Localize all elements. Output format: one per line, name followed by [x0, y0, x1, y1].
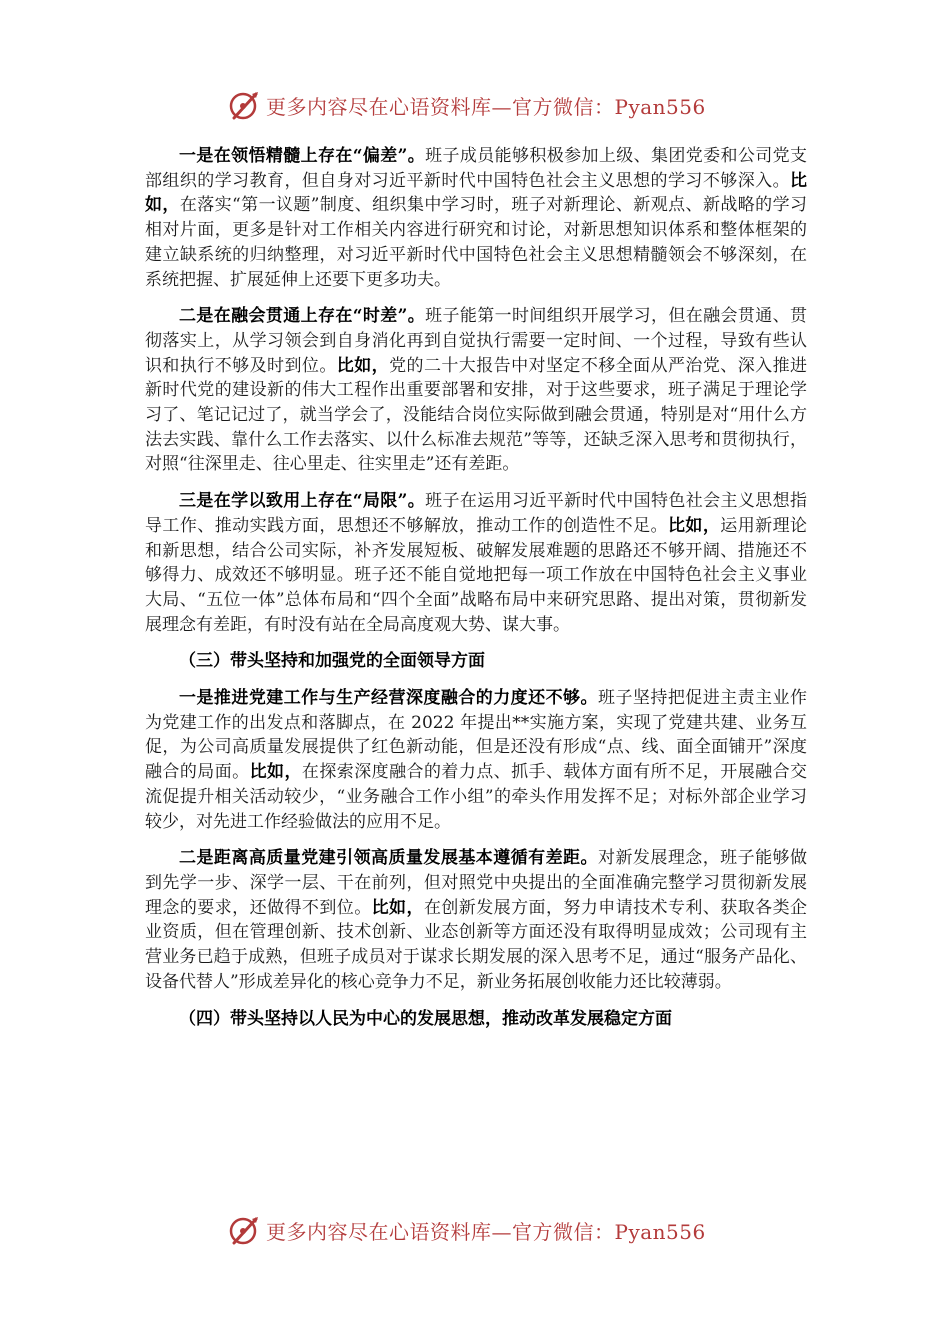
- header-banner: [228, 88, 706, 122]
- paragraph-lead: 一是在领悟精髓上存在“偏差”。: [179, 146, 426, 166]
- example-marker: 比如，: [145, 170, 807, 216]
- paragraph: [145, 686, 807, 834]
- paragraph-text: 班子在运用习近平新时代中国特色社会主义思想指导工作、推动实践方面，思想还不够解放，推动工作的创造性不足。: [145, 491, 807, 536]
- example-marker: 比如，: [371, 897, 424, 918]
- paragraph: [145, 489, 807, 637]
- paragraph-lead: 二是在融会贯通上存在“时差”。: [179, 306, 426, 327]
- pen-logo-icon: [228, 1213, 262, 1247]
- paragraph-text: 在落实“第一议题”制度、组织集中学习时，班子对新理论、新观点、新战略的学习相对片面，更多是针对工作相关内容进行研究和讨论，对新思想知识体系和整体框架的建立缺系统的归纳整理，对习近平新时代中国特色社会主义思想精髓领会不够深刻，在系统把握、扩展延伸上还要下更多功夫。: [145, 195, 807, 290]
- banner-text: 更多内容尽在心语资料库—官方微信：Pyan556: [266, 94, 706, 119]
- pen-logo-icon: [228, 88, 262, 122]
- paragraph-text: 运用新理论和新思想，结合公司实际，补齐发展短板、破解发展难题的思路还不够开阔、措施还不够得力、成效还不够明显。班子还不能自觉地把每一项工作放在中国特色社会主义事业大局、“五位一体”总体布局和“四个全面”战略布局中来研究思路、提出对策，贯彻新发展理念有差距，有时没有站在全局高度观大势、谋大事。: [145, 515, 808, 635]
- example-marker: 比如，: [667, 515, 721, 536]
- paragraph-text: 班子成员能够积极参加上级、集团党委和公司党支部组织的学习教育，但自身对习近平新时代中国特色社会主义思想的学习不够深入。: [145, 146, 807, 191]
- paragraph: [145, 304, 807, 477]
- paragraph-text: 在创新发展方面，努力申请技术专利、获取各类企业资质，但在管理创新、技术创新、业态创新等方面还没有取得明显成效；公司现有主营业务已趋于成熟，但班子成员对于谋求长期发展的深入思考不足，通过“服务产品化、设备代替人”形成差异化的核心竞争力不足，新业务拓展创收能力还比较薄弱。: [145, 897, 808, 992]
- paragraph-text: 对新发展理念，班子能够做到先学一步、深学一层、干在前列，但对照党中央提出的全面准确完整学习贯彻新发展理念的要求，还做得不到位。: [145, 848, 808, 918]
- paragraph-text: 在探索深度融合的着力点、抓手、载体方面有所不足，开展融合交流促提升相关活动较少，“业务融合工作小组”的牵头作用发挥不足；对标外部企业学习较少，对先进工作经验做法的应用不足。: [145, 762, 808, 832]
- paragraph-lead: 二是距离高质量党建引领高质量发展基本遵循有差距。: [179, 848, 598, 869]
- paragraph-text: 班子能第一时间组织开展学习，但在融会贯通、贯彻落实上，从学习领会到自身消化再到自觉执行需要一定时间、一个过程，导致有些认识和执行不够及时到位。: [145, 306, 807, 376]
- example-marker: 比如，: [336, 355, 390, 376]
- document-body: [145, 144, 807, 1043]
- paragraph-text: 班子坚持把促进主责主业作为党建工作的出发点和落脚点，在 2022 年提出**实施方案，实现了党建共建、业务互促，为公司高质量发展提供了红色新动能，但是还没有形成“点、线、面全面铺开”深度融合的局面。: [145, 688, 808, 783]
- section-heading: （三）带头坚持和加强党的全面领导方面: [179, 651, 485, 672]
- banner-text: 更多内容尽在心语资料库—官方微信：Pyan556: [266, 1219, 706, 1244]
- section-heading: （四）带头坚持以人民为中心的发展思想，推动改革发展稳定方面: [179, 1008, 672, 1029]
- paragraph-text: 党的二十大报告中对坚定不移全面从严治党、深入推进新时代党的建设新的伟大工程作出重要部署和安排，对于这些要求，班子满足于理论学习了、笔记记过了，就当学会了，没能结合岗位实际做到融会贯通，特别是对“用什么方法去实践、靠什么工作去落实、以什么标准去规范”等等，还缺乏深入思考和贯彻执行，对照“往深里走、往心里走、往实里走”还有差距。: [145, 355, 808, 475]
- example-marker: 比如，: [249, 762, 302, 783]
- paragraph: [145, 144, 807, 292]
- footer-banner: [228, 1213, 706, 1247]
- paragraph-lead: 一是推进党建工作与生产经营深度融合的力度还不够。: [179, 688, 598, 709]
- paragraph: [145, 846, 807, 994]
- paragraph-lead: 三是在学以致用上存在“局限”。: [179, 491, 426, 512]
